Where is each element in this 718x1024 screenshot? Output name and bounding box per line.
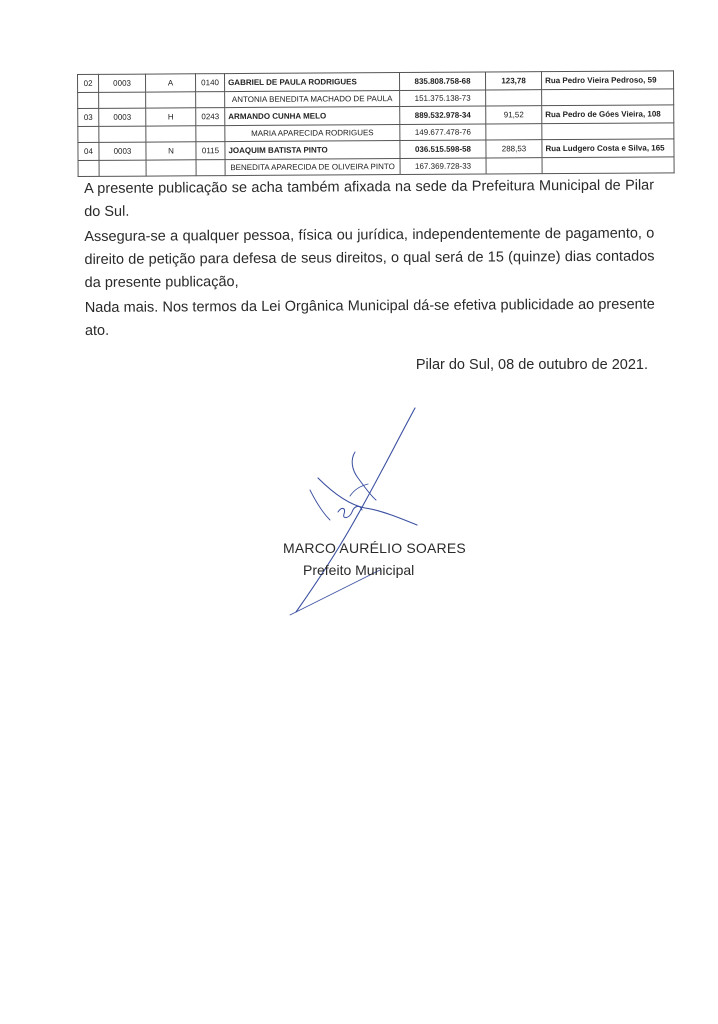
address-cell: Rua Pedro Vieira Pedroso, 59 xyxy=(541,71,673,90)
owner-name-cell: ARMANDO CUNHA MELO xyxy=(225,107,400,126)
area-cell: 288,53 xyxy=(486,140,542,158)
cpf-cell: 835.808.758-68 xyxy=(399,72,485,91)
empty-cell xyxy=(486,158,542,174)
owner-name-cell: GABRIEL DE PAULA RODRIGUES xyxy=(225,73,400,92)
lot-cell: 0140 xyxy=(196,74,225,92)
owner-name-cell: JOAQUIM BATISTA PINTO xyxy=(225,141,400,160)
empty-cell xyxy=(196,160,225,176)
spouse-name-cell: MARIA APARECIDA RODRIGUES xyxy=(225,125,400,142)
cpf-cell: 167.369.728-33 xyxy=(400,158,486,175)
empty-cell xyxy=(78,160,99,176)
paragraph-publication: A presente publicação se acha também afixada na sede da Prefeitura Municipal de Pilar do Sul. xyxy=(84,177,655,220)
empty-cell xyxy=(146,92,196,108)
empty-cell xyxy=(486,90,542,106)
letter-cell: N xyxy=(146,142,196,160)
address-cell: Rua Pedro de Góes Vieira, 108 xyxy=(542,105,674,124)
spouse-name-cell: BENEDITA APARECIDA DE OLIVEIRA PINTO xyxy=(225,159,400,176)
paragraph-closing: Nada mais. Nos termos da Lei Orgânica Municipal dá-se efetiva publicidade ao presente ato. xyxy=(84,296,655,339)
table-row xyxy=(78,157,674,177)
empty-cell xyxy=(146,126,196,142)
body-text xyxy=(84,175,655,345)
area-cell: 91,52 xyxy=(486,106,542,124)
item-cell: 04 xyxy=(78,142,99,160)
block-cell: 0003 xyxy=(99,74,146,92)
item-cell: 02 xyxy=(78,74,99,92)
empty-cell xyxy=(99,160,146,176)
letter-cell: H xyxy=(146,108,196,126)
cpf-cell: 036.515.598-58 xyxy=(400,140,486,159)
empty-cell xyxy=(99,92,146,108)
empty-cell xyxy=(196,92,225,108)
spouse-name-cell: ANTONIA BENEDITA MACHADO DE PAULA xyxy=(225,91,400,108)
registry-table xyxy=(77,70,675,177)
lot-cell: 0115 xyxy=(196,142,225,160)
block-cell: 0003 xyxy=(99,108,146,126)
cpf-cell: 151.375.138-73 xyxy=(400,90,486,107)
cpf-cell: 889.532.978-34 xyxy=(400,106,486,125)
letter-cell: A xyxy=(146,74,196,92)
empty-cell xyxy=(78,126,99,142)
empty-cell xyxy=(78,92,99,108)
empty-cell xyxy=(542,123,674,140)
empty-cell xyxy=(486,124,542,140)
signer-name: MARCO AURÉLIO SOARES xyxy=(283,540,466,556)
date-line: Pilar do Sul, 08 de outubro de 2021. xyxy=(415,357,648,373)
signer-role: Prefeito Municipal xyxy=(303,562,415,578)
lot-cell: 0243 xyxy=(196,108,225,126)
empty-cell xyxy=(542,157,674,174)
block-cell: 0003 xyxy=(99,142,146,160)
cpf-cell: 149.677.478-76 xyxy=(400,124,486,141)
item-cell: 03 xyxy=(78,108,99,126)
empty-cell xyxy=(196,126,225,142)
empty-cell xyxy=(542,89,674,106)
address-cell: Rua Ludgero Costa e Silva, 165 xyxy=(542,139,674,158)
area-cell: 123,78 xyxy=(485,72,541,90)
paragraph-petition: Assegura-se a qualquer pessoa, física ou jurídica, independentemente de pagamento, o direito de petição para defesa de seus direitos, o qual será de 15 (quinze) dias contados da presente publicação, xyxy=(84,225,655,291)
handwritten-signature xyxy=(280,400,440,620)
empty-cell xyxy=(146,160,196,176)
empty-cell xyxy=(99,126,146,142)
